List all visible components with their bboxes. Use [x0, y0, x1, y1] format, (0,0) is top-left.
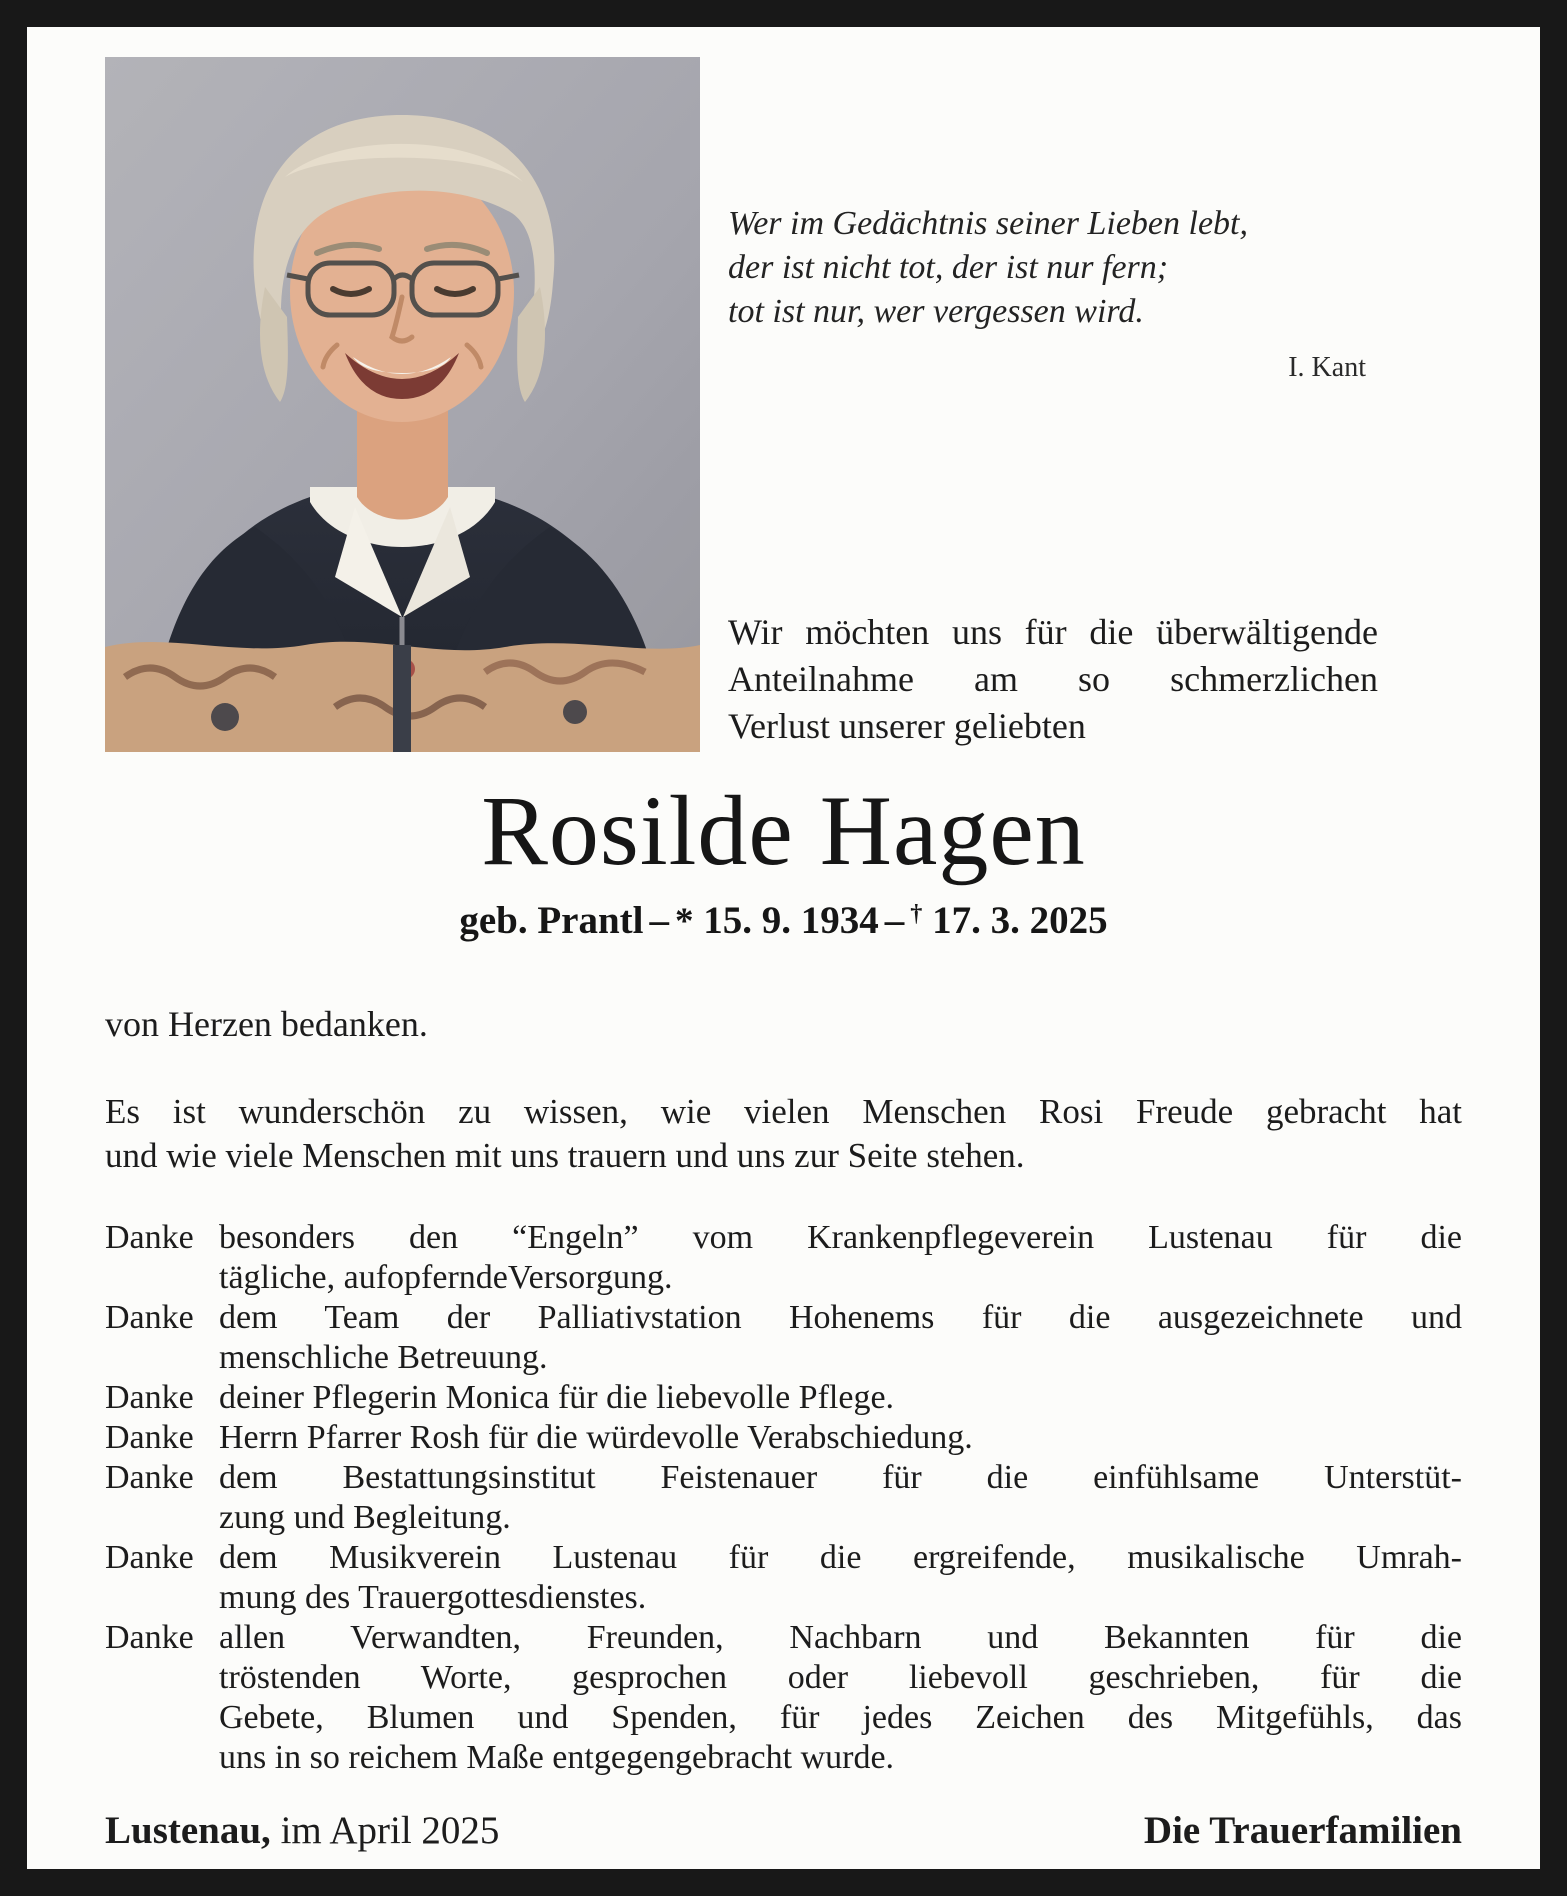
danke-item	[105, 1218, 1462, 1298]
date-text: im April 2025	[280, 1809, 500, 1853]
danke-line: menschliche Betreuung.	[219, 1339, 548, 1377]
place-name: Lustenau,	[105, 1809, 271, 1853]
quote-attribution: I. Kant	[1288, 352, 1366, 383]
gratitude-paragraph	[105, 1090, 1462, 1178]
danke-line: allen Verwandten, Freunden, Nachbarn und Bekannten für die	[219, 1619, 1462, 1657]
intro-line: Verlust unserer geliebten	[728, 706, 1086, 746]
thanks-closing: von Herzen bedanken.	[105, 1004, 428, 1045]
danke-item	[105, 1298, 1462, 1378]
intro-line: Anteilnahme am so schmerzlichen	[728, 659, 1378, 699]
danke-list	[105, 1218, 1462, 1778]
danke-line: besonders den “Engeln” vom Krankenpflegeverein Lustenau für die	[219, 1219, 1462, 1257]
death-date: 17. 3. 2025	[932, 899, 1108, 943]
danke-item	[105, 1418, 1462, 1458]
danke-label: Danke	[105, 1299, 194, 1337]
portrait-illustration	[105, 57, 700, 752]
danke-line: dem Musikverein Lustenau für die ergreifende, musikalische Umrah-	[219, 1539, 1462, 1577]
birth-star-symbol: *	[675, 901, 694, 943]
place-and-date	[105, 1808, 499, 1854]
danke-item	[105, 1458, 1462, 1538]
maiden-name: geb. Prantl	[459, 899, 644, 943]
danke-line: zung und Begleitung.	[219, 1499, 511, 1537]
name-block	[105, 775, 1462, 948]
paragraph-line: und wie viele Menschen mit uns trauern und uns zur Seite stehen.	[105, 1136, 1025, 1176]
birth-death-line	[105, 888, 1462, 948]
danke-line: Gebete, Blumen und Spenden, für jedes Zeichen des Mitgefühls, das	[219, 1699, 1462, 1737]
danke-line: uns in so reichem Maße entgegengebracht wurde.	[219, 1739, 895, 1777]
danke-text	[219, 1458, 1462, 1538]
danke-label: Danke	[105, 1619, 194, 1657]
intro-line: Wir möchten uns für die überwältigende	[728, 612, 1378, 652]
separator-dash: –	[884, 899, 905, 943]
danke-label: Danke	[105, 1379, 194, 1417]
danke-line: dem Bestattungsinstitut Feistenauer für die einfühlsame Unterstüt-	[219, 1459, 1462, 1497]
deceased-name: Rosilde Hagen	[481, 775, 1086, 886]
danke-line: deiner Pflegerin Monica für die liebevolle Pflege.	[219, 1379, 895, 1417]
danke-label: Danke	[105, 1539, 194, 1577]
death-cross-symbol: †	[910, 900, 923, 927]
danke-line: tägliche, aufopferndeVersorgung.	[219, 1259, 673, 1297]
quote-line: tot ist nur, wer vergessen wird.	[728, 293, 1144, 330]
memorial-quote	[728, 202, 1462, 390]
separator-dash: –	[649, 899, 670, 943]
danke-text	[219, 1298, 1462, 1378]
danke-line: mung des Trauergottesdienstes.	[219, 1579, 647, 1617]
danke-line: dem Team der Palliativstation Hohenems für die ausgezeichnete und	[219, 1299, 1462, 1337]
danke-line: Herrn Pfarrer Rosh für die würdevolle Verabschiedung.	[219, 1419, 973, 1457]
top-section	[105, 57, 1462, 752]
intro-text	[728, 609, 1378, 750]
danke-label: Danke	[105, 1459, 194, 1497]
danke-label: Danke	[105, 1419, 194, 1457]
danke-text	[219, 1218, 1462, 1298]
danke-item	[105, 1538, 1462, 1618]
quote-line: Wer im Gedächtnis seiner Lieben lebt,	[728, 205, 1248, 242]
danke-line: tröstenden Worte, gesprochen oder liebevoll geschrieben, für die	[219, 1659, 1462, 1697]
right-column	[728, 57, 1462, 752]
danke-item	[105, 1378, 1462, 1418]
quote-line: der ist nicht tot, der ist nur fern;	[728, 249, 1169, 286]
footer	[105, 1808, 1462, 1854]
paragraph-line: Es ist wunderschön zu wissen, wie vielen Menschen Rosi Freude gebracht hat	[105, 1092, 1462, 1132]
birth-date: 15. 9. 1934	[703, 899, 879, 943]
danke-text	[219, 1378, 1462, 1418]
danke-text	[219, 1618, 1462, 1778]
danke-item	[105, 1618, 1462, 1778]
danke-label: Danke	[105, 1219, 194, 1257]
danke-text	[219, 1418, 1462, 1458]
portrait-photo	[105, 57, 700, 752]
danke-text	[219, 1538, 1462, 1618]
obituary-content	[27, 27, 1540, 1869]
mourning-families-signature: Die Trauerfamilien	[1143, 1809, 1462, 1853]
